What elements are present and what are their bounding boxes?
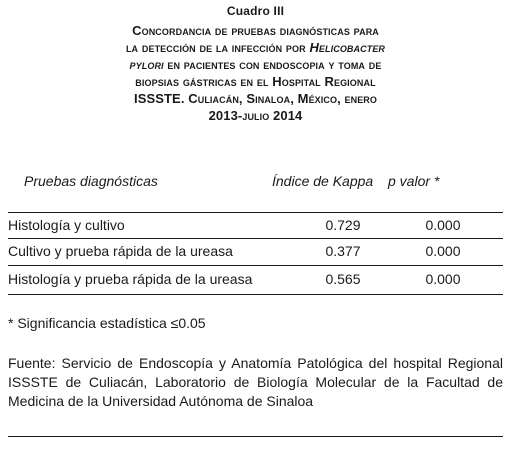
column-header-kappa: Índice de Kappa <box>272 173 374 189</box>
row-test-name: Cultivo y prueba rápida de la ureasa <box>8 243 233 259</box>
row-test-name: Histología y prueba rápida de la ureasa <box>8 271 253 287</box>
row-p-value: 0.000 <box>425 243 461 259</box>
row-kappa-value: 0.729 <box>325 217 361 233</box>
row-kappa-value: 0.565 <box>325 271 361 287</box>
title-line-2-italic: Helicobacter <box>309 40 386 55</box>
row-test-name: Histología y cultivo <box>8 217 125 233</box>
column-header-p-value: p valor * <box>388 173 440 189</box>
source-note: Fuente: Servicio de Endoscopía y Anatomía Patológica del hospital Regional ISSSTE de Culiacán, Laboratorio de Biología Molecular de la Facultad de Medicina de la Universidad Autónoma de Sinaloa <box>8 355 503 409</box>
title-line-4: biopsias gástricas en el Hospital Regional <box>135 74 376 89</box>
title-line-3-italic: pylori <box>129 57 164 72</box>
table-row <box>8 240 503 262</box>
table-row <box>8 214 503 236</box>
table-top-rule <box>8 212 503 213</box>
closing-rule <box>8 436 503 437</box>
table-number: Cuadro III <box>226 4 285 18</box>
row-divider <box>8 265 503 266</box>
title-line-5: ISSSTE. Culiacán, Sinaloa, México, enero <box>133 91 378 106</box>
row-divider <box>8 238 503 239</box>
significance-footnote: * Significancia estadística ≤0.05 <box>8 315 206 331</box>
title-line-2-text: la detección de la infección por <box>125 40 310 55</box>
title-line-6: 2013-julio 2014 <box>208 108 303 123</box>
row-p-value: 0.000 <box>425 271 461 287</box>
row-p-value: 0.000 <box>425 217 461 233</box>
title-line-2 <box>40 39 471 56</box>
table-row <box>8 268 503 290</box>
column-header-tests: Pruebas diagnósticas <box>24 173 158 189</box>
row-kappa-value: 0.377 <box>325 243 361 259</box>
table-title <box>40 22 471 124</box>
title-line-1: Concordancia de pruebas diagnósticas para <box>132 23 379 38</box>
table-bottom-rule <box>8 294 503 295</box>
title-line-3-text: en pacientes con endoscopia y toma de <box>163 57 382 72</box>
title-line-3 <box>40 56 471 73</box>
